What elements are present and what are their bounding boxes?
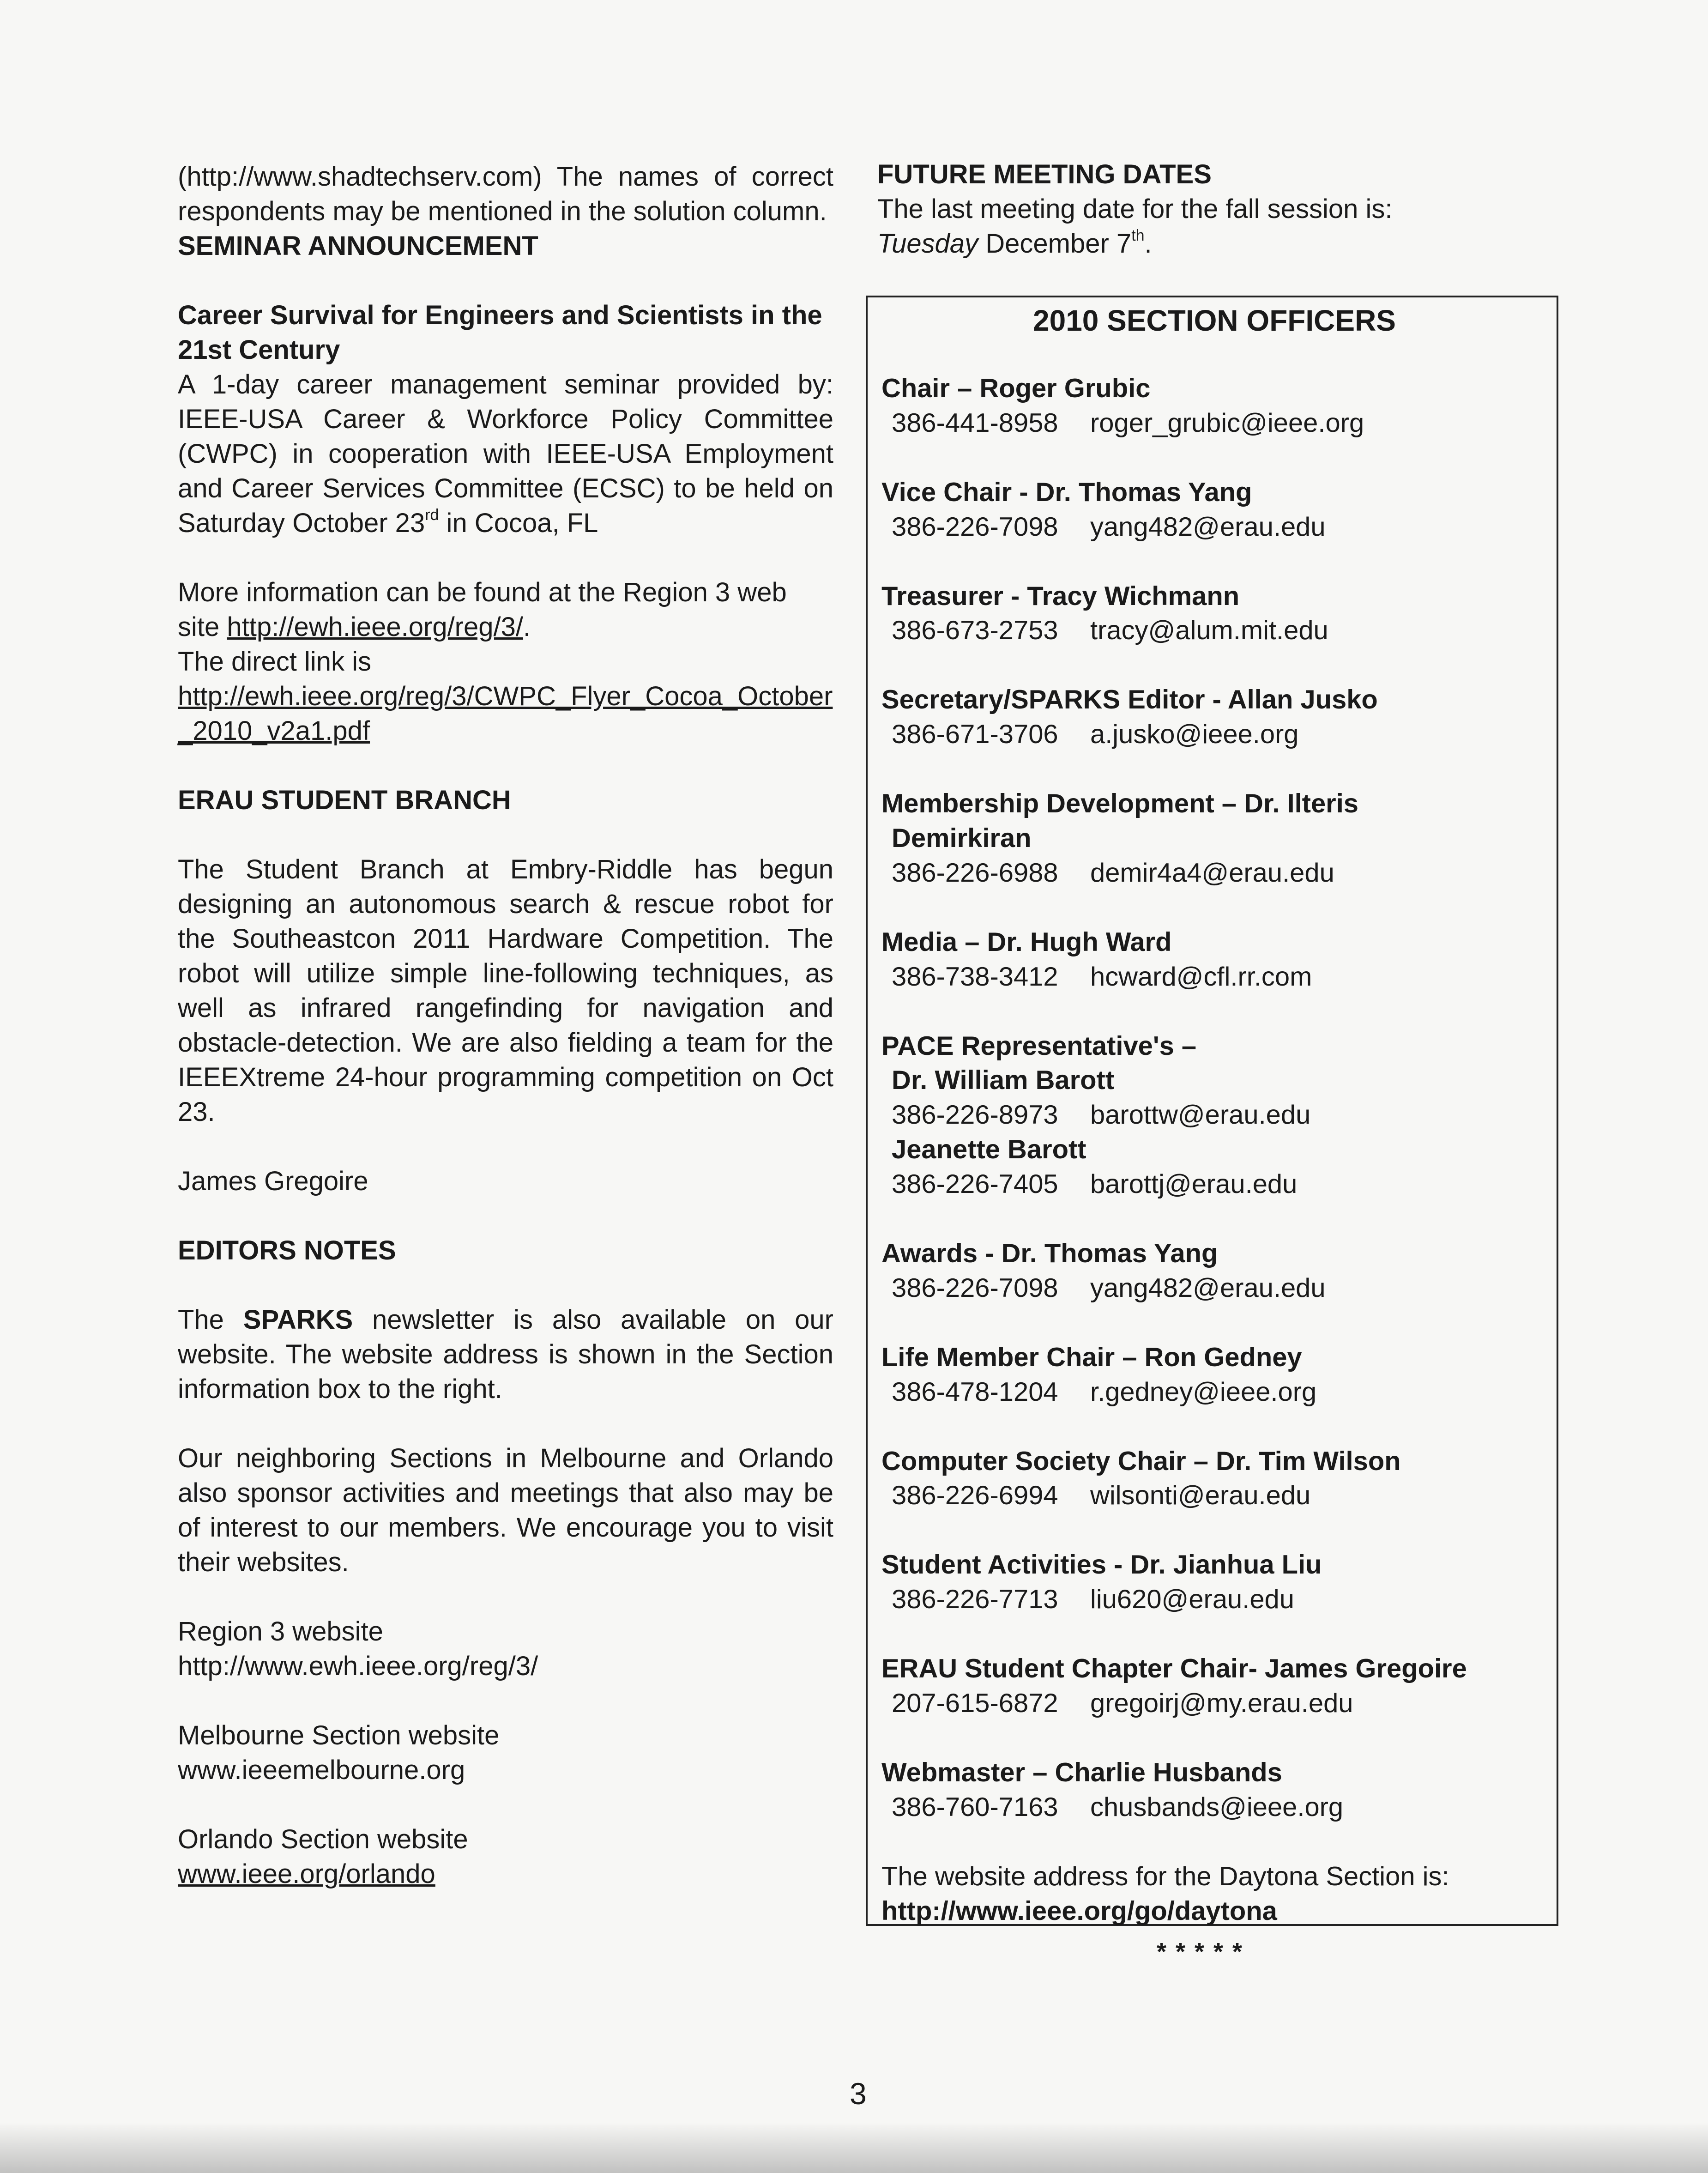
erau-signature: James Gregoire	[178, 1166, 368, 1196]
seminar-heading: SEMINAR ANNOUNCEMENT	[178, 231, 538, 261]
seminar-title: Career Survival for Engineers and Scientists in the 21st Century	[178, 300, 822, 365]
orlando-label: Orlando Section website	[178, 1824, 468, 1854]
officer-entry: Media – Dr. Hugh Ward 386-738-3412 hcward@cfl.rr.com	[881, 927, 1312, 992]
scan-shadow	[0, 2122, 1708, 2173]
officer-entry: Treasurer - Tracy Wichmann 386-673-2753 tracy@alum.mit.edu	[881, 581, 1328, 646]
flyer-link[interactable]: http://ewh.ieee.org/reg/3/CWPC_Flyer_Cocoa_October_2010_v2a1.pdf	[178, 681, 833, 746]
right-column	[877, 157, 1565, 261]
section-divider-stars: *****	[1157, 1938, 1252, 1966]
intro-paragraph: (http://www.shadtechserv.com) The names of correct respondents may be mentioned in the solution column.	[178, 162, 833, 226]
officer-entry: Student Activities - Dr. Jianhua Liu 386-226-7713 liu620@erau.edu	[881, 1550, 1322, 1615]
officer-entry: Membership Development – Dr. Ilteris Demirkiran 386-226-6988 demir4a4@erau.edu	[881, 789, 1358, 888]
editors-text: The SPARKS newsletter is also available on our website. The website address is shown in the Section information box to the right.	[178, 1305, 833, 1404]
direct-link-label: The direct link is	[178, 647, 372, 677]
officer-entry: Webmaster – Charlie Husbands 386-760-7163 chusbands@ieee.org	[881, 1757, 1344, 1822]
officer-entry: Awards - Dr. Thomas Yang 386-226-7098 yang482@erau.edu	[881, 1239, 1326, 1303]
neighbors-text: Our neighboring Sections in Melbourne and Orlando also sponsor activities and meetings that also may be of interest to our members. We encourage you to visit their websites.	[178, 1443, 833, 1577]
officer-entry: Vice Chair - Dr. Thomas Yang 386-226-7098 yang482@erau.edu	[881, 477, 1326, 542]
melbourne-label: Melbourne Section website	[178, 1720, 500, 1750]
erau-text: The Student Branch at Embry-Riddle has begun designing an autonomous search & rescue robot for the Southeastcon 2011 Hardware Competition. The robot will utilize simple line-following techniques, as well as infrared rangefinding for navigation and obstacle-detection. We are also fielding a team for the IEEEXtreme 24-hour programming competition on Oct 23.	[178, 854, 833, 1127]
region3-url[interactable]: http://www.ewh.ieee.org/reg/3/	[178, 1651, 538, 1681]
officer-entry: Secretary/SPARKS Editor - Allan Jusko 386-671-3706 a.jusko@ieee.org	[881, 685, 1378, 750]
officer-entry: Chair – Roger Grubic 386-441-8958 roger_grubic@ieee.org	[881, 374, 1364, 438]
website-text: The website address for the Daytona Section is:	[881, 1861, 1449, 1891]
melbourne-url[interactable]: www.ieeemelbourne.org	[178, 1755, 465, 1785]
officer-entry: Computer Society Chair – Dr. Tim Wilson 386-226-6994 wilsonti@erau.edu	[881, 1446, 1401, 1511]
more-info-paragraph: More information can be found at the Region 3 web site http://ewh.ieee.org/reg/3/.	[178, 577, 787, 642]
officer-entry-pace: PACE Representative's – Dr. William Barott 386-226-8973 barottw@erau.edu Jeanette Barott 386-226-7405 barottj@erau.edu	[881, 1031, 1311, 1199]
editors-heading: EDITORS NOTES	[178, 1235, 396, 1265]
page-number: 3	[850, 2076, 867, 2111]
erau-heading: ERAU STUDENT BRANCH	[178, 785, 511, 815]
officers-box	[866, 296, 1558, 1926]
officer-entry: Life Member Chair – Ron Gedney 386-478-1204 r.gedney@ieee.org	[881, 1342, 1317, 1407]
officer-entry: ERAU Student Chapter Chair- James Gregoire 207-615-6872 gregoirj@my.erau.edu	[881, 1654, 1467, 1719]
daytona-website-url[interactable]: http://www.ieee.org/go/daytona	[881, 1896, 1277, 1926]
region3-label: Region 3 website	[178, 1616, 383, 1646]
left-column	[178, 159, 833, 1891]
future-text: The last meeting date for the fall session is:	[877, 194, 1393, 224]
future-date: Tuesday December 7th.	[877, 227, 1152, 259]
seminar-text: A 1-day career management seminar provided by: IEEE-USA Career & Workforce Policy Committee (CWPC) in cooperation with IEEE-USA Employment and Career Services Committee (ECSC) to be held on Saturday October 23rd in Cocoa, FL	[178, 369, 833, 538]
region3-link[interactable]: http://ewh.ieee.org/reg/3/	[227, 612, 523, 642]
future-heading: FUTURE MEETING DATES	[877, 159, 1212, 189]
officers-title: 2010 SECTION OFFICERS	[1033, 304, 1396, 337]
orlando-link[interactable]: www.ieee.org/orlando	[178, 1859, 435, 1889]
shadtechserv-url: (http://www.shadtechserv.com)	[178, 162, 542, 192]
